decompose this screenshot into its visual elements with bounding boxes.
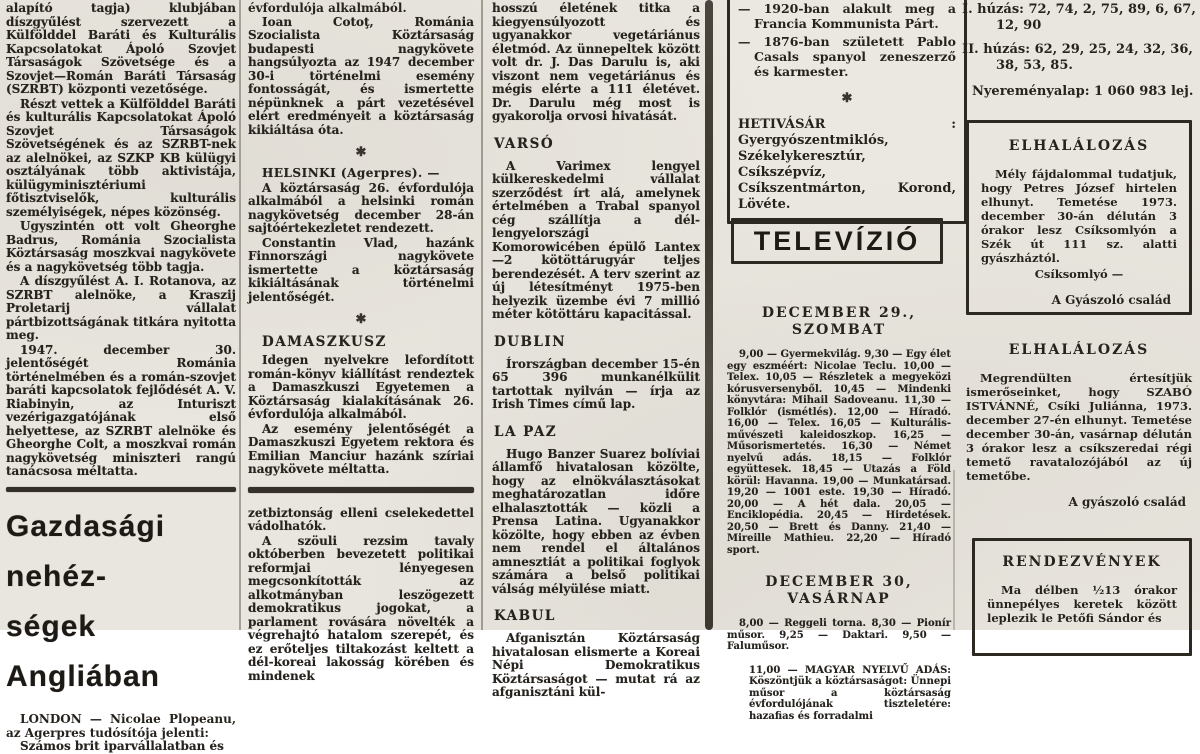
obituary-body: Mély fájdalommal tudatjuk, hogy Petres József hirtelen elhunyt. Temetése 1973. december 30-án délután 3 órakor lesz Csíksomlyón a Szék út 111 sz. alatti gyászháztól.	[981, 167, 1177, 265]
headline-line-2: ségek Angliában	[6, 609, 161, 693]
lottery-draw-2: II. húzás: 62, 29, 25, 24, 32, 36, 38, 53, 85.	[962, 42, 1193, 73]
article-paragraph: Hugo Banzer Suarez bolíviai államfő hivatalosan közölte, hogy az elnökválasztásokat meghatározatlan időre elhalasztották — közli a Prensa Latina. Ugyanakkor közölte, hogy ebben az évben nem rendel el általános amnesztiát a politikai foglyok számára a belső politikai válság mélyülése miatt.	[492, 446, 700, 596]
warsaw-heading: VARSÓ	[494, 135, 555, 152]
obituary-body: Megrendülten értesítjük ismerőseinket, hogy SZABÓ ISTVÁNNÉ, Csíki Juliánna, 1973. december 27-én elhunyt. Temetése december 30-án, vasárnap délután 3 órakor lesz a csíkszeredai régi temető ravatalozójából az új temetőbe.	[966, 371, 1192, 483]
column-5	[962, 2, 1196, 656]
column-divider-1	[239, 0, 241, 630]
dublin-heading: DUBLIN	[494, 333, 567, 350]
star-separator: ✱	[355, 312, 367, 327]
london-dateline: LONDON — Nicolae Plopeanu, az Agerpres tudósítója jelenti:	[6, 711, 236, 740]
star-separator: ✱	[355, 145, 367, 160]
obituary-2	[966, 341, 1192, 510]
column-4	[727, 0, 956, 722]
article-paragraph: Ugyszintén ott volt Gheorghe Badrus, Románia Szocialista Köztársaság moszkvai nagykövete és a nagykövetség több tagja.	[6, 219, 236, 274]
column-divider-2	[481, 0, 483, 630]
section-rule	[6, 487, 236, 492]
obituary-signature: A Gyászoló család	[1051, 293, 1171, 307]
article-paragraph: Írországban december 15-én 65 396 munkanélkülit tartottak nyilván — írja az Irish Times című lap.	[492, 356, 700, 411]
kabul-heading: KABUL	[494, 608, 556, 624]
column-1	[6, 2, 236, 754]
article-paragraph: Ioan Cotoţ, Románia Szocialista Köztársaság budapesti nagykövete hangsúlyozta az 1947 december 30-i történelmi esemény fontosságát, és ismertette népünknek a párt vezetésével elért eredményeit a köztársaság kikiáltása óta.	[248, 14, 474, 137]
article-paragraph: zetbiztonság elleni cselekedettel vádolhatók.	[248, 505, 474, 533]
article-lead: Számos brit iparvállalatban és	[20, 738, 224, 753]
anniversaries-box	[727, 0, 967, 224]
article-paragraph: A díszgyűlést A. I. Rotanova, az SZRBT alelnöke, a Kraszij Proletarij vállalat pártbizottságának titkára nyitotta meg.	[6, 274, 236, 342]
article-paragraph: Constantin Vlad, hazánk Finnországi nagykövete ismertette a köztársaság kikiáltásának történelmi jelentőségét.	[248, 235, 474, 304]
article-paragraph: Az esemény jelentőségét a Damaszkuszi Egyetem rektora és Emilian Manciur hazánk szíriai nagykövete méltatta.	[248, 421, 474, 476]
anniversary-item: — 1920-ban alakult meg a Francia Kommunista Párt.	[738, 1, 956, 31]
lottery-draw-1: I. húzás: 72, 74, 2, 75, 89, 6, 67, 12, 90	[962, 2, 1196, 33]
television-title-box	[731, 218, 943, 264]
article-paragraph: A Varimex lengyel külkereskedelmi vállalat szerződést írt alá, amelynek értelmében a Trabal spanyol cég szállítja a dél-lengyelországi Komorowicében épülő Lantex—2 kötöttárugyár teljes berendezését. A terv szerint az új létesítményt 1975-ben helyezik üzembe évi 7 millió méter kötöttáru kapacitással.	[492, 158, 700, 321]
tv-listings-sunday: 8,00 — Reggeli torna. 8,30 — Pionír műsor. 9,25 — Daktari. 9,50 — Faluműsor.	[727, 618, 951, 652]
economy-headline	[6, 502, 236, 702]
obituary-signature: A gyászoló család	[1068, 495, 1186, 509]
article-paragraph: Részt vettek a Külfölddel Baráti és kulturális Kapcsolatokat Ápoló Szovjet Társaságok Szövetségének és az SZRBT-nek az alelnökei, az SZKP KB külügyi osztályának több aktivistája, külügyminisztériumi főtisztviselők, kulturális személyiségek, népes közönség.	[6, 96, 236, 219]
obituary-title: ELHALÁLOZÁS	[1008, 138, 1150, 154]
article-paragraph: Afganisztán Köztársaság hivatalosan elismerte a Koreai Népi Demokratikus Köztársaságot — mutat rá az afganisztáni kül-	[492, 631, 700, 699]
lottery-prize-fund: Nyereményalap: 1 060 983 lej.	[972, 84, 1194, 99]
helsinki-dateline: HELSINKI (Agerpres). —	[262, 166, 440, 180]
events-body: Ma délben ½13 órakor ünnepélyes keretek között leplezik le Petőfi Sándor és	[987, 583, 1177, 625]
article-paragraph: hosszú életének titka a kiegyensúlyozott és ugyanakkor vegetáriánus életmód. Az ünnepeltek között volt dr. J. Das Darulu is, aki viszont nem vegetáriánus és mégis elérte a 111 életévet. Dr. Darulu még most is gyakorolja orvosi hivatását.	[492, 1, 700, 123]
anniversary-item: — 1876-ban született Pablo Casals spanyol zeneszerző és karmester.	[738, 34, 956, 79]
continued-fragment: évfordulója alkalmából.	[248, 1, 407, 15]
tv-day-sunday: DECEMBER 30, VASÁRNAP	[765, 574, 913, 607]
tv-listings-saturday: 9,00 — Gyermekvilág. 9,30 — Egy élet egy eszméért: Nicolae Teclu. 10,00 — Telex. 10,05 — Részletek a megyeközi kórusversenyből. 10,45 — Mindenki könyvtára: Mihail Sadoveanu. 11,30 — Folklór (ismétlés). 12,00 — Híradó. 16,00 — Telex. 16,05 — Kulturális-művészeti kaleidoszkop. 16,25 — Műsorismertetés. 16,30 — Német nyelvű adás. 18,15 — Folklór együttesek. 18,45 — Utazás a Föld körül: Havanna. 19,00 — Munkatársad. 19,20 — 1001 este. 19,30 — Híradó. 20,00 — A hét dala. 20,05 — Enciklopédia. 20,45 — Hirdetések. 20,50 — Brett és Danny. 21,40 — Mireille Mathieu. 22,20 — Híradó sport.	[727, 349, 951, 556]
television-title: TELEVÍZIÓ	[753, 225, 921, 256]
article-paragraph: 1947. december 30. jelentőségét Románia történelmében és a román-szovjet baráti kapcsolatok fejlődését A. V. Riabinyin, az Inturiszt vezérigazgatójának első helyettese, az SZRBT alelnöke és Gheorghe Colt, a moszkvai román nagykövetség miniszteri rangú tanácsosa méltatta.	[6, 342, 236, 478]
headline-line-1: Gazdasági nehéz-	[6, 509, 166, 593]
section-rule	[248, 487, 474, 493]
weekly-market-text: HETIVÁSÁR : Gyergyószentmiklós, Székelykeresztúr, Csíkszépvíz, Csíkszentmárton, Korond, Lövéte.	[738, 117, 956, 212]
article-paragraph: A köztársaság 26. évfordulója alkalmából a helsinki román nagykövetség december 28-án sajtóértekezletet rendezett.	[248, 180, 474, 235]
tv-listings-hungarian-program: 11,00 — MAGYAR NYELVŰ ADÁS: Köszöntjük a köztársaságot: Ünnepi műsor a köztársaság évfordulójának tiszteletére: hazafias és forradalmi	[749, 664, 952, 722]
tv-day-saturday: DECEMBER 29., SZOMBAT	[761, 305, 917, 338]
lottery-results	[962, 2, 1196, 100]
column-3	[492, 2, 700, 701]
obituary-box-1	[966, 120, 1192, 315]
damascus-heading: DAMASZKUSZ	[262, 334, 387, 350]
column-divider-thick	[705, 0, 713, 630]
article-paragraph: A szöuli rezsim tavaly októberben bevezetett politikai reformjai lényegesen megcsonkították az alkotmányban leszögezett demokratikus jogokat, a parlament rovására növelték a végrehajtó hatalom szerepét, és ez erőteljes tiltakozást keltett a dél-koreai lakosság körében és mindenek	[248, 533, 474, 683]
star-separator: ✱	[841, 91, 853, 106]
obituary-title: ELHALÁLOZÁS	[1008, 342, 1150, 358]
article-paragraph: alapító tagja) klubjában díszgyűlést szervezett a Külfölddel Baráti és Kulturális Kapcsolatokat Ápoló Szovjet Társaságok Szövetsége és a Szovjet—Román Baráti Társaság (SZRBT) központi vezetősége.	[6, 1, 236, 96]
events-title: RENDEZVÉNYEK	[1002, 554, 1162, 570]
obituary-place: Csíksomlyó —	[1034, 267, 1124, 281]
article-paragraph: Idegen nyelvekre lefordított román-könyv kiállítást rendeztek a Damaszkuszi Egyetemen a Köztársaság kialakításának 26. évfordulója alkalmából.	[248, 353, 474, 421]
events-box	[972, 538, 1192, 656]
tv-schedule	[727, 305, 951, 722]
column-2	[248, 2, 474, 684]
lapaz-heading: LA PAZ	[494, 423, 558, 440]
column-divider-3	[953, 470, 955, 630]
